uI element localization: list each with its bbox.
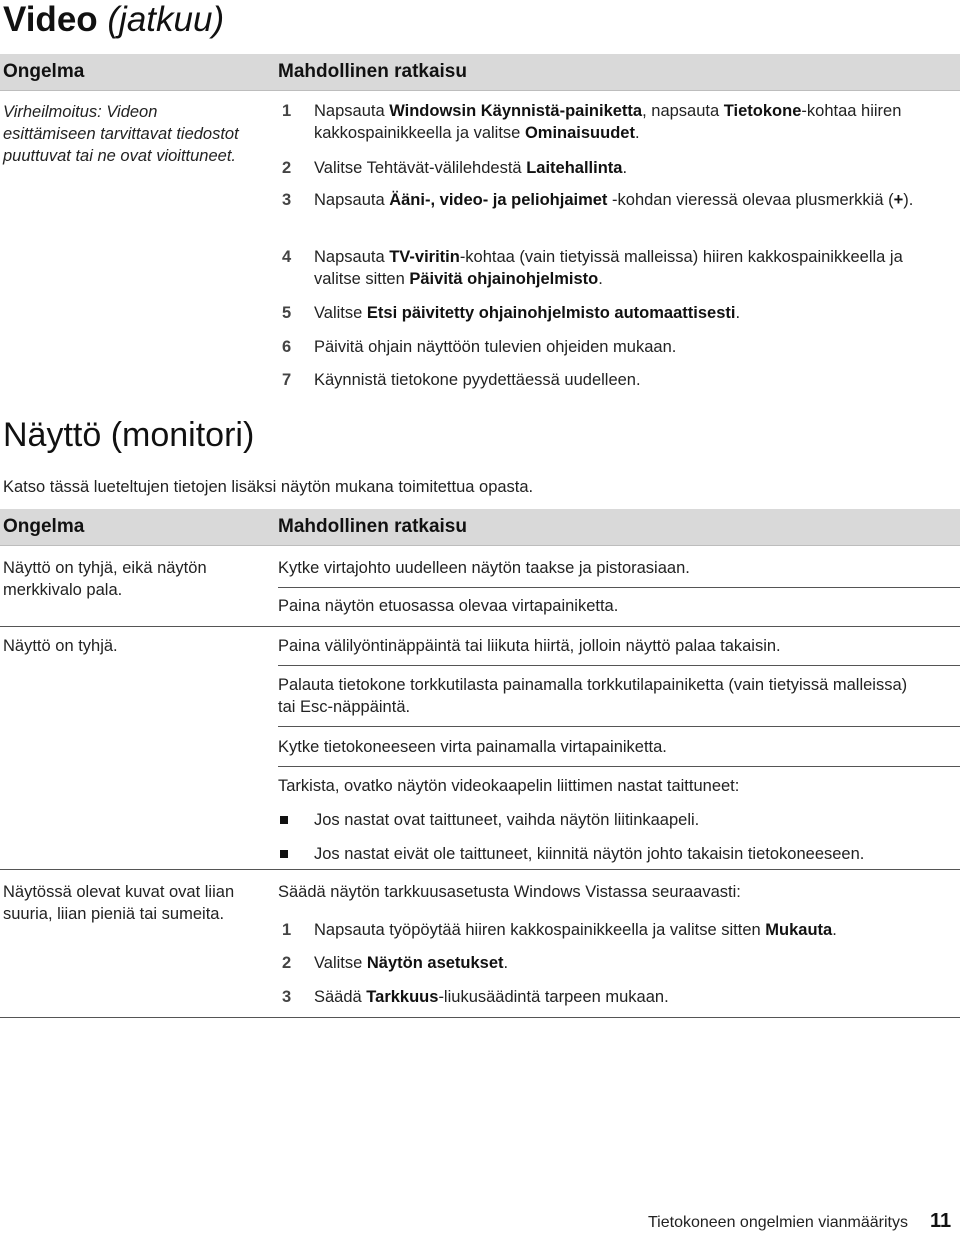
step-text-segment: . <box>503 954 509 972</box>
solution-check-pins: Tarkista, ovatko näytön videokaapelin liittimen nastat taittuneet: <box>278 777 740 795</box>
step-number: 7 <box>282 371 292 389</box>
step-text <box>314 952 944 974</box>
video-table-header <box>0 54 960 91</box>
page-title <box>3 0 224 40</box>
step-text-segment: Napsauta <box>314 191 390 209</box>
step-text-segment: Käynnistä tietokone pyydettäessä uudelleen. <box>314 371 641 389</box>
solution-press-power: Paina näytön etuosassa olevaa virtapainiketta. <box>278 597 619 615</box>
step-bold-text: Näytön asetukset <box>366 954 504 972</box>
solution-wake-sleep: Palauta tietokone torkkutilasta painamalla torkkutilapainiketta (vain tietyissä malleissa) tai Esc-näppäintä. <box>278 676 908 716</box>
footer-text: Tietokoneen ongelmien vianmääritys <box>648 1214 908 1231</box>
table-bottom-rule <box>0 1017 960 1018</box>
bullet-icon <box>280 816 288 824</box>
monitor-table-header <box>0 509 960 546</box>
step-bold-text: + <box>893 191 904 209</box>
row-divider <box>278 766 960 767</box>
monitor-intro-text: Katso tässä lueteltujen tietojen lisäksi näytön mukana toimitettua opasta. <box>3 478 534 496</box>
step-text-segment: Napsauta <box>314 102 390 120</box>
step-bold-text: Windowsin Käynnistä-painiketta <box>389 102 643 120</box>
step-number: 4 <box>282 248 292 266</box>
step-text <box>314 100 944 144</box>
step-text-segment: -kohtaa hiiren kakkospainikkeella ja valitse <box>314 102 902 142</box>
row-divider <box>278 665 960 666</box>
row-divider <box>278 726 960 727</box>
solution-adjust-resolution: Säädä näytön tarkkuusasetusta Windows Vistassa seuraavasti: <box>278 883 741 901</box>
step-text-segment: Napsauta <box>314 248 390 266</box>
step-text <box>314 189 944 211</box>
row-divider <box>278 587 960 588</box>
section-heading-monitor: Näyttö (monitori) <box>3 416 255 454</box>
step-text-segment: . <box>634 124 640 142</box>
step-bold-text: Laitehallinta <box>526 159 623 177</box>
row-divider <box>0 626 960 627</box>
step-text-segment: . <box>735 304 741 322</box>
solution-power-on: Kytke tietokoneeseen virta painamalla virtapainiketta. <box>278 738 667 756</box>
step-number: 1 <box>282 102 292 120</box>
step-bold-text: Ominaisuudet <box>524 124 635 142</box>
bullet-icon <box>280 850 288 858</box>
step-bold-text: Tarkkuus <box>366 988 439 1006</box>
step-text <box>314 302 944 324</box>
video-col-problem-header: Ongelma <box>3 61 85 82</box>
page-title-sub: (jatkuu) <box>107 0 225 39</box>
step-text-segment: Päivitä ohjain näyttöön tulevien ohjeiden mukaan. <box>314 338 677 356</box>
step-text <box>314 246 944 290</box>
solution-press-space: Paina välilyöntinäppäintä tai liikuta hiirtä, jolloin näyttö palaa takaisin. <box>278 637 781 655</box>
step-text-segment: Valitse <box>314 304 367 322</box>
step-number: 3 <box>282 191 292 209</box>
monitor-col-problem-header: Ongelma <box>3 516 85 537</box>
row-divider <box>0 869 960 870</box>
step-text-segment: . <box>832 921 837 939</box>
step-text <box>314 986 944 1008</box>
video-problem-text: Virheilmoitus: Videon esittämiseen tarvittavat tiedostot puuttuvat tai ne ovat vioittuneet. <box>3 103 239 165</box>
step-text-segment: Säädä <box>314 988 367 1006</box>
step-bold-text: Mukauta <box>765 921 833 939</box>
step-text-segment: Valitse <box>314 954 367 972</box>
step-number: 2 <box>282 159 292 177</box>
step-text <box>314 919 944 941</box>
step-bold-text: Päivitä ohjainohjelmisto <box>409 270 599 288</box>
step-number: 2 <box>282 954 292 972</box>
video-col-solution-header: Mahdollinen ratkaisu <box>278 61 467 82</box>
monitor-problem-2: Näyttö on tyhjä. <box>3 637 118 655</box>
monitor-problem-1: Näyttö on tyhjä, eikä näytön merkkivalo pala. <box>3 559 207 599</box>
step-text <box>314 336 944 358</box>
step-text-segment: Valitse Tehtävät-välilehdestä <box>314 159 527 177</box>
step-text-segment: -liukusäädintä tarpeen mukaan. <box>438 988 669 1006</box>
bullet-item-bent-pins: Jos nastat ovat taittuneet, vaihda näytön liitinkaapeli. <box>314 811 700 829</box>
monitor-col-solution-header: Mahdollinen ratkaisu <box>278 516 467 537</box>
step-text-segment: . <box>622 159 628 177</box>
step-text <box>314 369 944 391</box>
step-bold-text: Ääni-, video- ja peliohjaimet <box>389 191 608 209</box>
monitor-problem-3: Näytössä olevat kuvat ovat liian suuria, liian pieniä tai sumeita. <box>3 883 235 923</box>
step-text-segment: , napsauta <box>642 102 724 120</box>
solution-reconnect-power: Kytke virtajohto uudelleen näytön taakse ja pistorasiaan. <box>278 559 690 577</box>
step-text <box>314 157 944 179</box>
page-number: 11 <box>930 1210 952 1232</box>
bullet-item-straight-pins: Jos nastat eivät ole taittuneet, kiinnitä näytön johto takaisin tietokoneeseen. <box>314 845 865 863</box>
step-text-segment: -kohdan vieressä olevaa plusmerkkiä ( <box>607 191 894 209</box>
step-number: 1 <box>282 921 292 939</box>
step-number: 3 <box>282 988 292 1006</box>
step-text-segment: ). <box>903 191 914 209</box>
page-title-main: Video <box>3 0 98 39</box>
step-number: 6 <box>282 338 292 356</box>
step-text-segment: -kohtaa (vain tietyissä malleissa) hiiren kakkospainikkeella ja valitse sitten <box>314 248 903 288</box>
step-number: 5 <box>282 304 292 322</box>
step-text-segment: Napsauta työpöytää hiiren kakkospainikkeella ja valitse sitten <box>314 921 766 939</box>
step-text-segment: . <box>598 270 603 288</box>
step-bold-text: Tietokone <box>723 102 802 120</box>
step-bold-text: Etsi päivitetty ohjainohjelmisto automaattisesti <box>366 304 736 322</box>
step-bold-text: TV-viritin <box>389 248 460 266</box>
